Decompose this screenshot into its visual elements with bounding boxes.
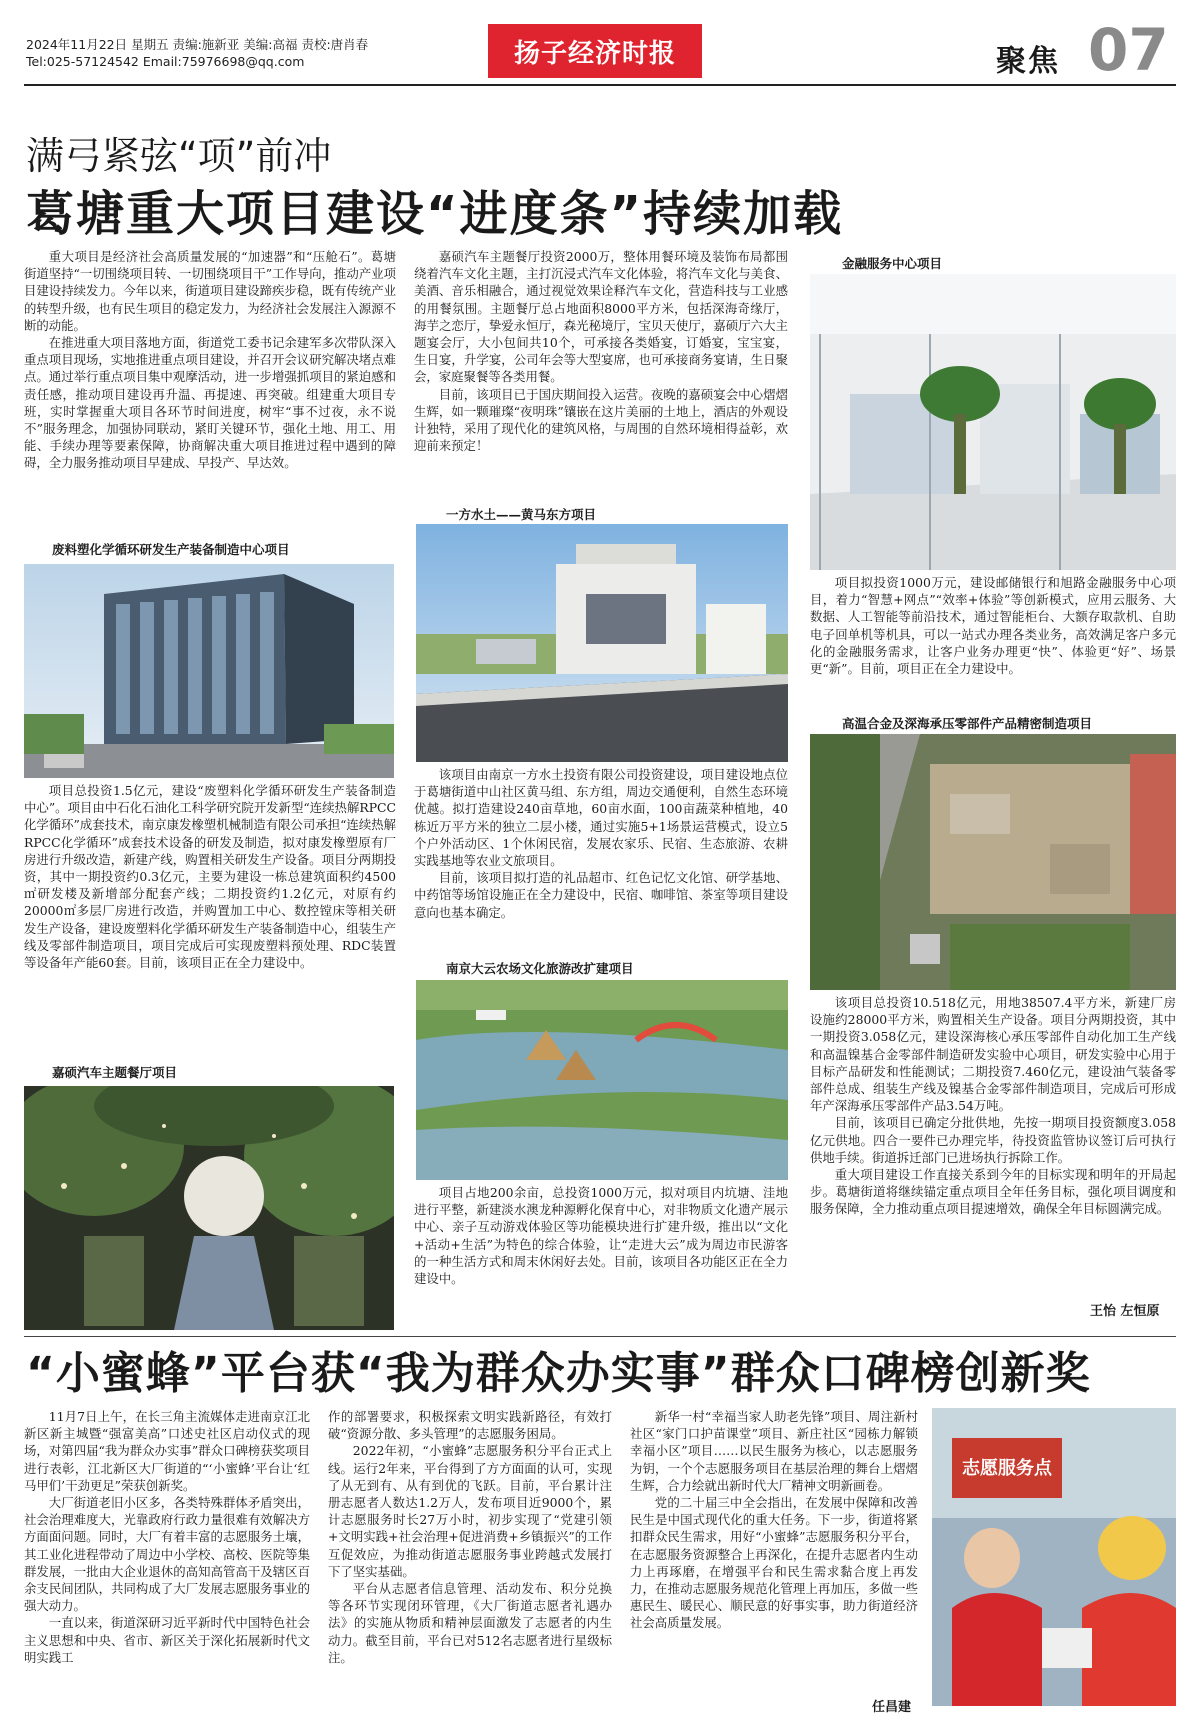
paragraph: 项目总投资1.5亿元，建设“废塑料化学循环研发生产装备制造中心”。项目由中石化石油化工科学研究院开发新型“连续热解RPCC化学循环”成套技术，南京康发橡塑机械制造有限公司承担“连续热解RPCC化学循环”成套技术设备的研发及制造，拟对康发橡塑原有厂房进行升级改造，新建产线，购置相关研发生产设备。项目分两期投资，其中一期投资约0.3亿元，主要为建设一栋总建筑面积约4500㎡研发楼及新增部分配套产线；二期投资约1.2亿元，对原有约20000㎡多层厂房进行改造，并购置加工中心、数控镗床等相关研发生产设备，建设废塑料化学循环研发生产装备制造中心，组装生产线及零部件制造项目，项目完成后可实现废塑料预处理、RDC装置等设备年产能60套。目前，该项目正在全力建设中。 bbox=[24, 783, 396, 971]
photo-volunteers bbox=[932, 1408, 1176, 1706]
story1-col3-body bbox=[810, 994, 1176, 1218]
story1-col2-body bbox=[414, 766, 788, 921]
story1-col2-text bbox=[414, 248, 788, 454]
paragraph: 该项目总投资10.518亿元，用地38507.4平方米，新建厂房设施约28000平方米，购置相关生产设备。项目分两期投资，其中一期投资3.058亿元，建设深海核心承压零部件自动化加工生产线和高温镍基合金零部件制造研发实验中心项目，研发实验中心用于目标产品研发和性能测试；二期投资7.460亿元，建设油气装备零部件总成、组装生产线及镍基合金零部件制造项目，完成后可形成年产深海承压零部件产品3.54万吨。 bbox=[810, 995, 1176, 1114]
photo-caption: 高温合金及深海承压零部件产品精密制造项目 bbox=[842, 716, 1093, 731]
photo-villa bbox=[416, 524, 788, 762]
contact-line: Tel:025-57124542 Email:75976698@qq.com bbox=[26, 54, 305, 69]
photo-farm-aerial bbox=[416, 980, 788, 1180]
photo-caption: 一方水土——黄马东方项目 bbox=[446, 507, 597, 522]
story2-col3 bbox=[630, 1408, 918, 1632]
header-divider bbox=[24, 84, 1176, 86]
paragraph: 大厂街道老旧小区多，各类特殊群体矛盾突出，社会治理难度大，光靠政府行政力量很难有效解决方方面面问题。同时，大厂有着丰富的志愿服务土壤，其工业化进程带动了周边中小学校、高校、医院等集群发展，一批由大企业退休的高知高管高干及辖区百余支民间团队，共同构成了大厂发展志愿服务事业的强大动力。 bbox=[24, 1495, 310, 1614]
story2-byline: 任昌建 bbox=[872, 1700, 912, 1715]
paragraph: 新华一村“幸福当家人助老先锋”项目、周注新村社区“家门口护苗课堂”项目、新庄社区“园栋力解锁幸福小区”项目……以民生服务为核心，以志愿服务为钥，一个个志愿服务项目在基层治理的舞台上熠熠生辉，合力绘就出新时代大厂精神文明新画卷。 bbox=[630, 1409, 918, 1493]
photo-building bbox=[24, 564, 394, 778]
sign-text: 志愿服务点 bbox=[962, 1458, 1052, 1479]
paragraph: 重大项目建设工作直接关系到今年的目标实现和明年的开局起步。葛塘街道将继续锚定重点项目全年任务目标，强化项目调度和服务保障，全力推动重点项目提速增效，确保全年目标圆满完成。 bbox=[810, 1167, 1176, 1217]
paragraph: 党的二十届三中全会指出，在发展中保障和改善民生是中国式现代化的重大任务。下一步，街道将紧扣群众民生需求，用好“小蜜蜂”志愿服务积分平台，在志愿服务资源整合上再深化，在提升志愿者内生动力上再琢磨，在增强平台和民生需求黏合度上再发力，在推动志愿服务规范化管理上再加压，多做一些惠民生、暖民心、顺民意的好事实事，助力街道经济社会高质量发展。 bbox=[630, 1495, 918, 1631]
story1-col2-end bbox=[414, 1184, 788, 1287]
paragraph: 目前，该项目已确定分批供地，先按一期项目投资额度3.058亿元供地。四合一要件已办理完毕，待投资监管协议签订后可执行供地手续。街道拆迁部门已进场执行拆除工作。 bbox=[810, 1115, 1176, 1165]
photo-caption: 嘉硕汽车主题餐厅项目 bbox=[52, 1065, 178, 1080]
photo-caption: 南京大云农场文化旅游改扩建项目 bbox=[446, 961, 634, 976]
paragraph: 项目拟投资1000万元，建设邮储银行和旭路金融服务中心项目，着力“智慧+网点”“效率+体验”等创新模式，应用云服务、大数据、人工智能等前沿技术，通过智能柜台、大额存取款机、自助电子回单机等机具，可以一站式办理各类业务，高效满足客户多元化的金融服务需求，让客户业务办理更“快”、体验更“好”、场景更“新”。目前，项目正在全力建设中。 bbox=[810, 575, 1176, 677]
photo-aerial-site bbox=[810, 734, 1176, 990]
photo-bank-interior bbox=[810, 274, 1176, 570]
newspaper-masthead: 扬子经济时报 bbox=[488, 24, 702, 78]
paragraph: 一直以来，街道深研习近平新时代中国特色社会主义思想和中央、省市、新区关于深化拓展新时代文明实践工 bbox=[24, 1615, 310, 1665]
section-label: 聚焦 bbox=[996, 44, 1060, 79]
story1-headline: 葛塘重大项目建设“进度条”持续加载 bbox=[26, 186, 844, 242]
photo-caption: 废料塑化学循环研发生产装备制造中心项目 bbox=[52, 542, 290, 557]
paragraph: 该项目由南京一方水土投资有限公司投资建设，项目建设地点位于葛塘街道中山社区黄马组、东方组，周边交通便利，自然生态环境优越。拟打造建设240亩草地，60亩水面，100亩蔬菜种植地，40栋近万平方米的独立二层小楼，通过实施5+1场景运营模式，设立5个户外活动区、1个休闲民宿，发展农家乐、民宿、生态旅游、农耕实践基地等农业文旅项目。 bbox=[414, 767, 788, 869]
story1-kicker: 满弓紧弦“项”前冲 bbox=[26, 134, 332, 178]
photo-banquet-hall bbox=[24, 1086, 394, 1330]
story1-byline: 王怡 左恒原 bbox=[1090, 1304, 1160, 1319]
story1-col1-body bbox=[24, 782, 396, 971]
page-number: 07 bbox=[1088, 16, 1169, 84]
issue-date-line: 2024年11月22日 星期五 责编:施新亚 美编:高福 责校:唐肖春 bbox=[26, 37, 369, 52]
issue-meta bbox=[26, 36, 368, 70]
paragraph: 在推进重大项目落地方面，街道党工委书记余建军多次带队深入重点项目现场，实地推进重点项目建设，并召开会议研究解决堵点难点。通过举行重点项目集中观摩活动，进一步增强抓项目的紧迫感和责任感，推动项目建设再升温、再提速、再突破。组建重大项目专班，实时掌握重大项目各环节时间进度，树牢“事不过夜，永不说不”服务理念，加强协同联动，紧盯关键环节，强化土地、用工、用能、手续办理等要素保障，协商解决重大项目推进过程中遇到的障碍，全力服务推动项目早建成、早投产、早达效。 bbox=[24, 335, 396, 471]
paragraph: 作的部署要求，积极探索文明实践新路径，有效打破“资源分散、多头管理”的志愿服务困局。 bbox=[328, 1409, 612, 1442]
story2-col1 bbox=[24, 1408, 310, 1666]
paragraph: 11月7日上午，在长三角主流媒体走进南京江北新区新主城暨“强富美高”口述史社区启动仪式的现场，对第四届“我为群众办实事”群众口碑榜获奖项目进行表彰，江北新区大厂街道的“‘小蜜蜂’平台让‘红马甲们’干劲更足”荣获创新奖。 bbox=[24, 1409, 310, 1493]
story2-col2 bbox=[328, 1408, 612, 1666]
paragraph: 目前，该项目拟打造的礼品超市、红色记忆文化馆、研学基地、中药馆等场馆设施正在全力建设中，民宿、咖啡馆、茶室等项目建设意向也基本确定。 bbox=[414, 870, 788, 920]
paragraph: 嘉硕汽车主题餐厅投资2000万，整体用餐环境及装饰布局都围绕着汽车文化主题，主打沉浸式汽车文化体验，将汽车文化与美食、美酒、音乐相融合，通过视觉效果诠释汽车文化，营造科技与工业感的用餐氛围。主题餐厅总占地面积8000平方米，包括深海奇缘厅，海芋之恋厅，挚爱永恒厅，森光秘境厅，宝贝天使厅，嘉硕厅六大主题宴会厅，大小包间共10个，可承接各类婚宴，订婚宴，宝宝宴，生日宴，升学宴，公司年会等大型宴席，也可承接商务宴请，生日聚会，家庭聚餐等各类用餐。 bbox=[414, 249, 788, 385]
paragraph: 项目占地200余亩，总投资1000万元，拟对项目内坑塘、洼地进行平整，新建淡水澳龙种源孵化保育中心，对非物质文化遗产展示中心、亲子互动游戏体验区等功能模块进行扩建升级，推出以“文化+活动+生活”为特色的综合体验，让“走进大云”成为周边市民游客的一种生活方式和周末休闲好去处。目前，该项目各功能区正在全力建设中。 bbox=[414, 1185, 788, 1287]
paragraph: 重大项目是经济社会高质量发展的“加速器”和“压舱石”。葛塘街道坚持“一切围绕项目转、一切围绕项目干”工作导向，推动产业项目建设持续发力。今年以来，街道项目建设蹄疾步稳，既有传统产业的转型升级，也有民生项目的稳定发力，为经济社会发展注入源源不断的动能。 bbox=[24, 249, 396, 333]
story1-col3-text bbox=[810, 574, 1176, 677]
paragraph: 平台从志愿者信息管理、活动发布、积分兑换等各环节实现闭环管理，《大厂街道志愿者礼遇办法》的实施从物质和精神层面激发了志愿者的内生动力。截至目前，平台已对512名志愿者进行星级标注。 bbox=[328, 1581, 612, 1665]
paragraph: 目前，该项目已于国庆期间投入运营。夜晚的嘉硕宴会中心熠熠生辉，如一颗璀璨“夜明珠”镶嵌在这片美丽的土地上，酒店的外观设计独特，采用了现代化的建筑风格，与周围的自然环境相得益彰，欢迎前来预定！ bbox=[414, 386, 788, 454]
story-divider bbox=[24, 1336, 1176, 1337]
paragraph: 2022年初，“小蜜蜂”志愿服务积分平台正式上线。运行2年来，平台得到了方方面面的认可，实现了从无到有、从有到优的飞跃。目前，平台累计注册志愿者人数达1.2万人，发布项目近9000个，累计志愿服务时长27万小时，初步实现了“党建引领+文明实践+社会治理+促进消费+乡镇振兴”的工作互促效应，为推动街道志愿服务事业跨越式发展打下了坚实基础。 bbox=[328, 1443, 612, 1579]
story1-col1-intro bbox=[24, 248, 396, 472]
photo-caption: 金融服务中心项目 bbox=[842, 256, 943, 271]
story2-headline: “小蜜蜂”平台获“我为群众办实事”群众口碑榜创新奖 bbox=[26, 1348, 1091, 1399]
